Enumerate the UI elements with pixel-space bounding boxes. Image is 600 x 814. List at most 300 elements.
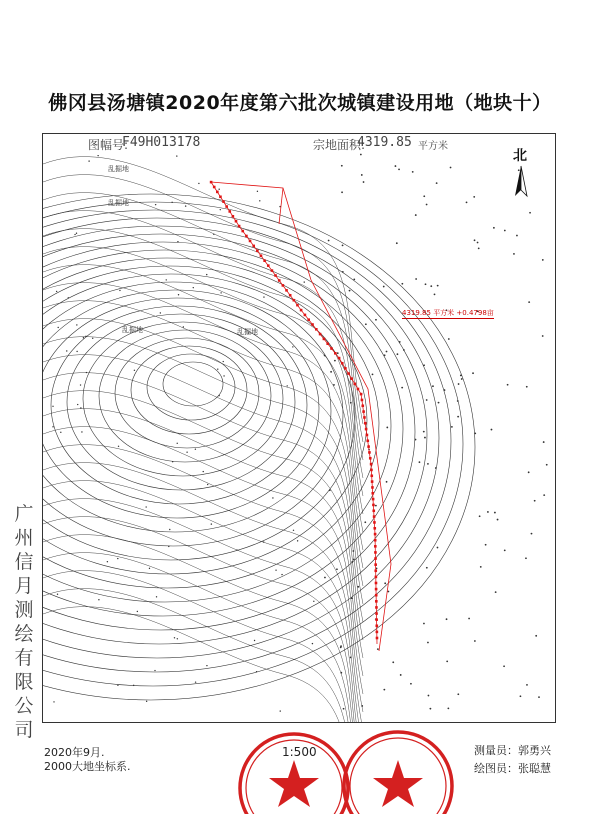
elevation-point xyxy=(80,384,81,385)
elevation-point xyxy=(437,547,439,549)
elevation-point xyxy=(485,544,487,546)
elevation-point xyxy=(401,283,403,285)
elevation-point xyxy=(171,202,172,203)
boundary-tick xyxy=(300,309,303,312)
boundary-tick xyxy=(326,342,329,345)
contour-line xyxy=(43,210,451,672)
contour-line xyxy=(43,607,363,723)
elevation-point xyxy=(117,558,118,559)
elevation-point xyxy=(353,559,355,561)
elevation-point xyxy=(466,201,468,203)
boundary-tick xyxy=(375,618,378,621)
boundary-line-east xyxy=(279,188,283,224)
elevation-point xyxy=(520,695,522,697)
elevation-point xyxy=(415,439,417,441)
elevation-point xyxy=(220,292,221,293)
elevation-point xyxy=(427,642,429,644)
boundary-tick xyxy=(238,225,241,228)
elevation-point xyxy=(507,384,509,386)
contour-line xyxy=(163,362,223,406)
elevation-point xyxy=(375,505,377,507)
elevation-point xyxy=(365,323,367,325)
boundary-tick xyxy=(370,474,373,477)
elevation-point xyxy=(195,681,196,682)
boundary-tick xyxy=(374,569,377,572)
elevation-point xyxy=(324,355,326,357)
elevation-point xyxy=(177,638,178,639)
elevation-point xyxy=(397,353,399,355)
elevation-point xyxy=(542,335,544,337)
elevation-point xyxy=(438,402,440,404)
contour-line xyxy=(43,463,363,723)
elevation-point xyxy=(88,160,89,161)
contour-line xyxy=(43,337,363,604)
drafter: 绘图员：张聪慧 xyxy=(474,762,551,775)
annotation-plus: +0.4798亩 xyxy=(456,309,494,317)
elevation-point xyxy=(516,235,518,237)
elevation-point xyxy=(400,674,402,676)
elevation-point xyxy=(176,155,177,156)
boundary-tick xyxy=(364,422,367,425)
map-frame xyxy=(42,133,556,723)
elevation-point xyxy=(76,324,77,325)
elevation-point xyxy=(60,432,61,433)
boundary-tick xyxy=(278,279,281,282)
elevation-point xyxy=(398,169,400,171)
elevation-point xyxy=(259,200,260,201)
north-label: 北 xyxy=(513,148,527,164)
elevation-point xyxy=(423,623,425,625)
elevation-point xyxy=(535,635,537,637)
elevation-point xyxy=(80,407,81,408)
boundary-tick xyxy=(361,404,364,407)
elevation-point xyxy=(206,274,207,275)
boundary-tick xyxy=(271,269,274,272)
boundary-tick xyxy=(374,533,377,536)
boundary-tick xyxy=(350,377,353,380)
elevation-point xyxy=(495,591,497,593)
boundary-tick xyxy=(304,314,307,317)
boundary-tick xyxy=(373,521,376,524)
boundary-tick xyxy=(374,557,377,560)
area-unit: 平方米 xyxy=(418,141,448,152)
elevation-point xyxy=(145,506,146,507)
elevation-point xyxy=(352,550,354,552)
contour-line xyxy=(43,250,391,602)
elevation-point xyxy=(324,577,326,579)
elevation-point xyxy=(410,683,412,685)
elevation-point xyxy=(186,452,187,453)
boundary-tick xyxy=(241,230,244,233)
area-annotation xyxy=(402,308,494,319)
elevation-point xyxy=(263,296,264,297)
contour-line xyxy=(43,226,427,644)
elevation-point xyxy=(134,370,135,371)
boundary-tick xyxy=(369,457,372,460)
contour-lines xyxy=(43,157,475,723)
elevation-point xyxy=(457,416,459,418)
elevation-point xyxy=(304,281,305,282)
elevation-point xyxy=(425,283,427,285)
elevation-point xyxy=(52,426,53,427)
elevation-point xyxy=(206,665,207,666)
elevation-point xyxy=(360,154,362,156)
elevation-point xyxy=(168,546,169,547)
boundary-tick xyxy=(371,480,374,483)
boundary-tick xyxy=(296,304,299,307)
elevation-point xyxy=(254,640,255,641)
elevation-point xyxy=(340,647,342,649)
elevation-point xyxy=(386,427,388,429)
elevation-point xyxy=(183,326,184,327)
elevation-point xyxy=(337,352,339,354)
boundary-tick xyxy=(338,357,341,360)
elevation-point xyxy=(513,253,515,255)
elevation-point xyxy=(155,204,156,205)
elevation-point xyxy=(525,557,527,559)
boundary-tick xyxy=(373,527,376,530)
boundary-tick xyxy=(371,486,374,489)
elevation-point xyxy=(447,707,449,709)
elevation-point xyxy=(423,195,425,197)
elevation-point xyxy=(193,287,194,288)
elevation-point xyxy=(118,446,119,447)
boundary-tick xyxy=(210,181,213,184)
elevation-point xyxy=(383,286,385,288)
elevation-point xyxy=(415,214,417,216)
boundary-tick xyxy=(375,606,378,609)
boundary-tick xyxy=(375,600,378,603)
elevation-point xyxy=(74,234,75,235)
elevation-point xyxy=(57,327,58,328)
elevation-point xyxy=(66,350,67,351)
elevation-point xyxy=(256,671,257,672)
boundary-tick xyxy=(375,582,378,585)
boundary-tick xyxy=(307,318,310,321)
elevation-point xyxy=(444,389,446,391)
boundary-tick xyxy=(289,294,292,297)
elevation-point xyxy=(146,701,147,702)
boundary-tick xyxy=(330,347,333,350)
elevation-point xyxy=(426,204,428,206)
elevation-point xyxy=(217,368,218,369)
elevation-point xyxy=(185,205,186,206)
elevation-point xyxy=(117,685,118,686)
elevation-point xyxy=(372,373,374,375)
elevation-point xyxy=(437,285,439,287)
elevation-point xyxy=(375,319,377,321)
boundary-tick xyxy=(347,372,350,375)
elevation-point xyxy=(334,360,336,362)
elevation-point xyxy=(542,259,544,261)
elevation-point xyxy=(351,561,353,563)
boundary-tick xyxy=(311,323,314,326)
boundary-tick xyxy=(232,215,235,218)
elevation-point xyxy=(430,285,432,287)
boundary-tick xyxy=(363,416,366,419)
boundary-tick xyxy=(375,576,378,579)
sheet-label: 图幅号: xyxy=(88,138,129,152)
elevation-point xyxy=(218,395,219,396)
boundary-tick xyxy=(376,637,379,640)
elevation-point xyxy=(353,278,355,280)
boundary-tick xyxy=(219,195,222,198)
elevation-point xyxy=(357,586,359,588)
elevation-point xyxy=(207,484,208,485)
elevation-point xyxy=(474,432,476,434)
elevation-point xyxy=(395,165,397,167)
elevation-point xyxy=(350,657,352,659)
area-label: 宗地面积: xyxy=(313,138,366,152)
contour-line xyxy=(43,290,331,532)
elevation-point xyxy=(494,512,496,514)
elevation-point xyxy=(236,549,237,550)
elevation-point xyxy=(203,471,204,472)
elevation-point xyxy=(343,708,345,710)
boundary-tick xyxy=(256,250,259,253)
elevation-point xyxy=(474,239,476,241)
boundary-tick xyxy=(323,338,326,341)
elevation-point xyxy=(92,338,93,339)
elevation-point xyxy=(336,568,338,570)
elevation-point xyxy=(76,233,77,234)
elevation-point xyxy=(213,234,214,235)
elevation-point xyxy=(98,599,99,600)
contour-line xyxy=(43,589,363,723)
elevation-point xyxy=(53,701,54,702)
elevation-point xyxy=(460,375,462,377)
elevation-point xyxy=(361,174,363,176)
elevation-point xyxy=(543,441,545,443)
boundary-tick xyxy=(374,545,377,548)
elevation-point xyxy=(107,561,108,562)
elevation-point xyxy=(434,293,436,295)
elevation-point xyxy=(56,291,57,292)
boundary-tick xyxy=(374,551,377,554)
elevation-point xyxy=(426,399,428,401)
elevation-point xyxy=(497,519,499,521)
elevation-point xyxy=(364,521,366,523)
elevation-point xyxy=(76,351,77,352)
boundary-tick xyxy=(216,191,219,194)
elevation-point xyxy=(426,567,428,569)
contour-line xyxy=(99,330,271,462)
contour-line xyxy=(43,194,475,700)
contour-line xyxy=(43,499,363,723)
elevation-point xyxy=(424,437,426,439)
contour-line xyxy=(147,354,235,420)
elevation-point xyxy=(287,385,288,386)
map-label-3: 乱掘地 xyxy=(122,326,143,334)
boundary-tick xyxy=(357,388,360,391)
elevation-point xyxy=(457,400,459,402)
elevation-point xyxy=(543,494,545,496)
boundary-tick xyxy=(361,399,364,402)
elevation-point xyxy=(473,196,475,198)
boundary-tick xyxy=(370,463,373,466)
elevation-point xyxy=(220,209,221,210)
contour-line xyxy=(43,298,319,518)
elevation-point xyxy=(341,165,343,167)
map-label-4: 乱掘地 xyxy=(237,328,258,336)
contour-line xyxy=(83,322,283,476)
boundary-tick xyxy=(267,264,270,267)
contour-line xyxy=(43,283,363,550)
elevation-point xyxy=(223,361,224,362)
boundary-tick xyxy=(370,469,373,472)
elevation-point xyxy=(479,515,481,517)
elevation-point xyxy=(529,212,531,214)
elevation-point xyxy=(272,497,273,498)
survey-date: 2020年9月. xyxy=(44,746,105,759)
elevation-point xyxy=(491,429,493,431)
elevation-point xyxy=(174,637,175,638)
elevation-point xyxy=(403,349,405,351)
contour-line xyxy=(43,409,363,676)
elevation-point xyxy=(195,449,196,450)
elevation-point xyxy=(177,241,178,242)
contour-line xyxy=(43,234,415,630)
elevation-point xyxy=(435,467,437,469)
contour-line xyxy=(43,202,463,686)
star-icon xyxy=(269,760,319,807)
elevation-point xyxy=(363,181,365,183)
surveyor: 测量员：郭勇兴 xyxy=(474,744,551,757)
elevation-point xyxy=(77,404,78,405)
elevation-point xyxy=(68,297,69,298)
elevation-point xyxy=(468,618,470,620)
elevation-point xyxy=(528,301,530,303)
boundary-tick xyxy=(344,367,347,370)
topographic-map xyxy=(43,134,556,723)
boundary-tick xyxy=(252,245,255,248)
elevation-point xyxy=(472,372,474,374)
elevation-point xyxy=(133,685,134,686)
elevation-point xyxy=(487,511,489,513)
elevation-point xyxy=(223,375,224,376)
boundary-tick xyxy=(375,588,378,591)
elevation-point xyxy=(446,660,448,662)
boundary-tick xyxy=(365,428,368,431)
boundary-tick xyxy=(319,333,322,336)
elevation-point xyxy=(412,171,414,173)
boundary-tick xyxy=(282,284,285,287)
elevation-point xyxy=(436,182,438,184)
contour-line xyxy=(43,445,363,712)
elevation-point xyxy=(169,529,170,530)
elevation-point xyxy=(297,540,298,541)
boundary-tick xyxy=(375,594,378,597)
elevation-point xyxy=(428,695,430,697)
elevation-point xyxy=(493,227,495,229)
elevation-point xyxy=(401,387,403,389)
elevation-point xyxy=(333,384,335,386)
elevation-point xyxy=(313,601,314,602)
boundary-tick xyxy=(360,393,363,396)
boundary-tick xyxy=(354,383,357,386)
elevation-point xyxy=(477,242,479,244)
boundary-tick xyxy=(274,274,277,277)
elevation-point xyxy=(503,665,505,667)
elevation-point xyxy=(293,530,294,531)
elevation-point xyxy=(156,596,157,597)
elevation-point xyxy=(384,582,386,584)
boundary-tick xyxy=(293,299,296,302)
elevation-point xyxy=(97,155,98,156)
elevation-point xyxy=(451,426,453,428)
boundary-tick xyxy=(366,439,369,442)
elevation-point xyxy=(429,708,431,710)
elevation-point xyxy=(349,290,351,292)
boundary-tick xyxy=(225,205,228,208)
elevation-point xyxy=(446,618,448,620)
boundary-tick xyxy=(315,328,318,331)
contour-line xyxy=(43,175,363,442)
elevation-point xyxy=(528,471,530,473)
elevation-point xyxy=(504,549,506,551)
elevation-point xyxy=(526,684,528,686)
elevation-point xyxy=(119,290,120,291)
elevation-point xyxy=(396,242,398,244)
boundary-tick xyxy=(372,509,375,512)
elevation-point xyxy=(81,431,82,432)
boundary-tick xyxy=(368,451,371,454)
elevation-point xyxy=(350,402,352,404)
elevation-point xyxy=(531,533,533,535)
annotation-area: 4319.85 xyxy=(402,309,431,317)
boundary-tick xyxy=(374,539,377,542)
elevation-point xyxy=(342,271,344,273)
elevation-point xyxy=(538,696,540,698)
map-title: 佛冈县汤塘镇2020年度第六批次城镇建设用地（地块十） xyxy=(48,92,552,114)
elevation-point xyxy=(257,191,258,192)
map-label-2: 乱掘地 xyxy=(108,199,129,207)
elevation-point xyxy=(154,670,155,671)
elevation-point xyxy=(312,643,313,644)
boundary-tick xyxy=(371,492,374,495)
boundary-tick xyxy=(213,186,216,189)
boundary-tick xyxy=(376,631,379,634)
elevation-point xyxy=(461,378,463,380)
elevation-point xyxy=(342,244,344,246)
elevation-point xyxy=(361,705,363,707)
map-label-1: 乱掘地 xyxy=(108,165,129,173)
contour-line xyxy=(43,571,363,723)
boundary-tick xyxy=(263,259,266,262)
boundary-tick xyxy=(366,434,369,437)
elevation-point xyxy=(198,183,199,184)
elevation-point xyxy=(458,383,460,385)
boundary-tick xyxy=(285,289,288,292)
boundary-tick xyxy=(228,210,231,213)
elevation-point xyxy=(392,661,394,663)
contour-line xyxy=(43,282,343,546)
elevation-point xyxy=(504,230,506,232)
boundary-tick xyxy=(341,362,344,365)
elevation-point xyxy=(211,523,212,524)
boundary-tick xyxy=(245,235,248,238)
north-arrow xyxy=(515,166,527,196)
elevation-point xyxy=(340,672,342,674)
company-seal-stamp xyxy=(336,716,460,814)
elevation-point xyxy=(386,351,388,353)
contour-line xyxy=(43,517,363,723)
elevation-point xyxy=(160,312,161,313)
elevation-point xyxy=(172,461,173,462)
elevation-point xyxy=(83,337,84,338)
elevation-point xyxy=(399,341,401,343)
elevation-point xyxy=(330,371,332,373)
